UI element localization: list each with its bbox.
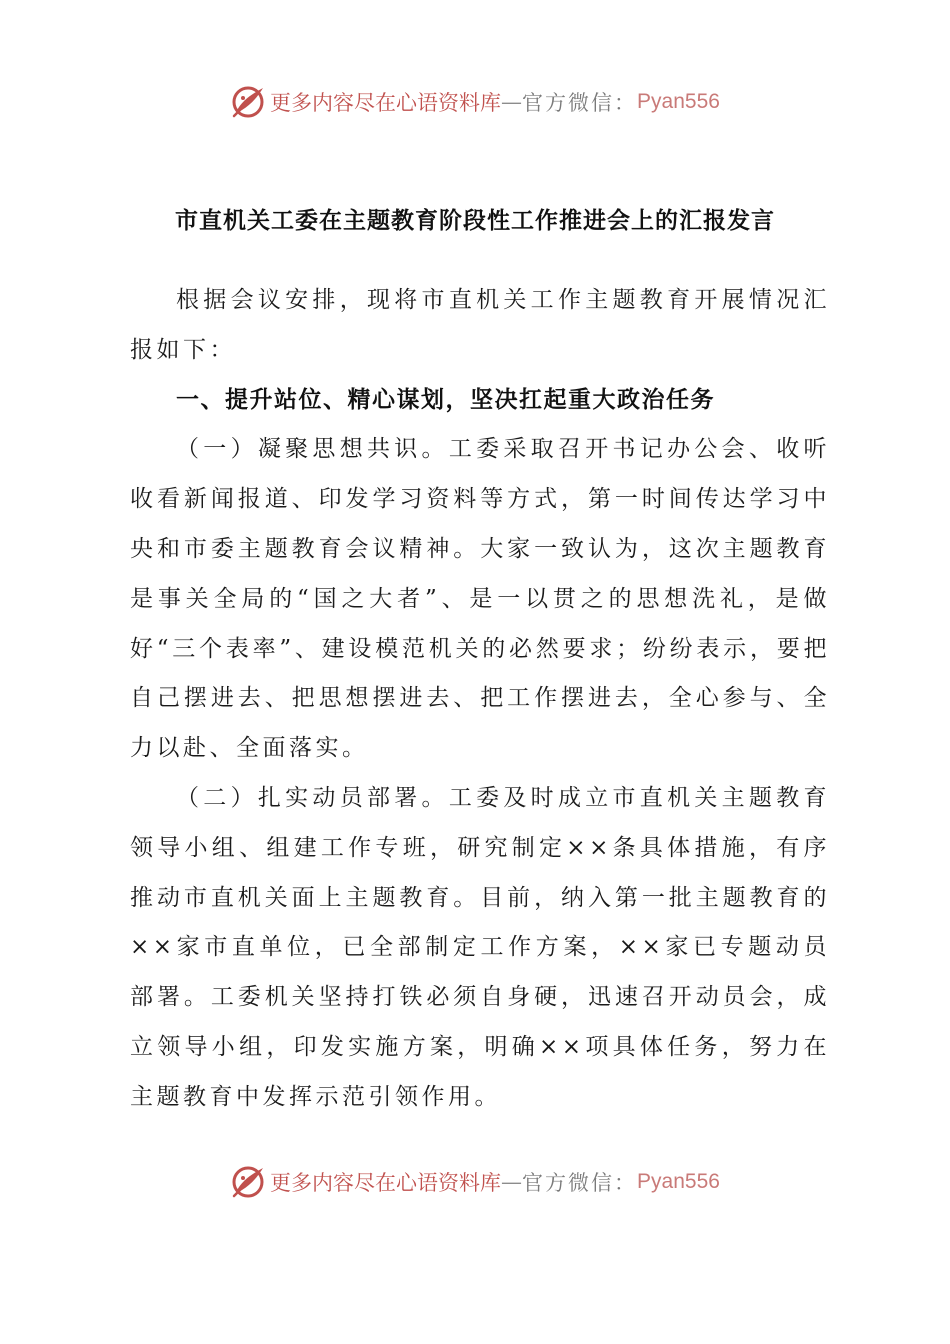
- watermark-text: 更多内容尽在心语资料库: [270, 1171, 502, 1195]
- paragraph-1: （一）凝聚思想共识。工委采取召开书记办公会、收听收看新闻报道、印发学习资料等方式，第一时间传达学习中央和市委主题教育会议精神。大家一致认为，这次主题教育是事关全局的“国之大者”、是一以贯之的思想洗礼，是做好“三个表率”、建设模范机关的必然要求；纷纷表示，要把自己摆进去、把思想摆进去、把工作摆进去，全心参与、全力以赴、全面落实。: [130, 436, 830, 762]
- watermark-banner-top: [0, 80, 950, 124]
- paragraph-2: （二）扎实动员部署。工委及时成立市直机关主题教育领导小组、组建工作专班，研究制定××条具体措施，有序推动市直机关面上主题教育。目前，纳入第一批主题教育的××家市直单位，已全部制定工作方案，××家已专题动员部署。工委机关坚持打铁必须自身硬，迅速召开动员会，成立领导小组，印发实施方案，明确××项具体任务，努力在主题教育中发挥示范引领作用。: [130, 784, 830, 1110]
- watermark-label: 官方微信：: [522, 91, 638, 115]
- watermark-banner-bottom: [0, 1160, 950, 1204]
- document-body: [130, 276, 830, 1123]
- watermark-wechat-id: Pyan556: [637, 90, 720, 113]
- quill-logo-icon: [230, 84, 266, 120]
- watermark-separator: —: [501, 90, 523, 114]
- intro-paragraph: 根据会议安排，现将市直机关工作主题教育开展情况汇报如下：: [130, 287, 830, 363]
- document-title: 市直机关工委在主题教育阶段性工作推进会上的汇报发言: [175, 208, 775, 234]
- quill-logo-icon: [230, 1164, 266, 1200]
- watermark-separator: —: [501, 1170, 523, 1194]
- watermark-text: 更多内容尽在心语资料库: [270, 91, 502, 115]
- watermark-wechat-id: Pyan556: [637, 1170, 720, 1193]
- section-heading: 一、提升站位、精心谋划，坚决扛起重大政治任务: [176, 386, 715, 413]
- watermark-label: 官方微信：: [522, 1171, 638, 1195]
